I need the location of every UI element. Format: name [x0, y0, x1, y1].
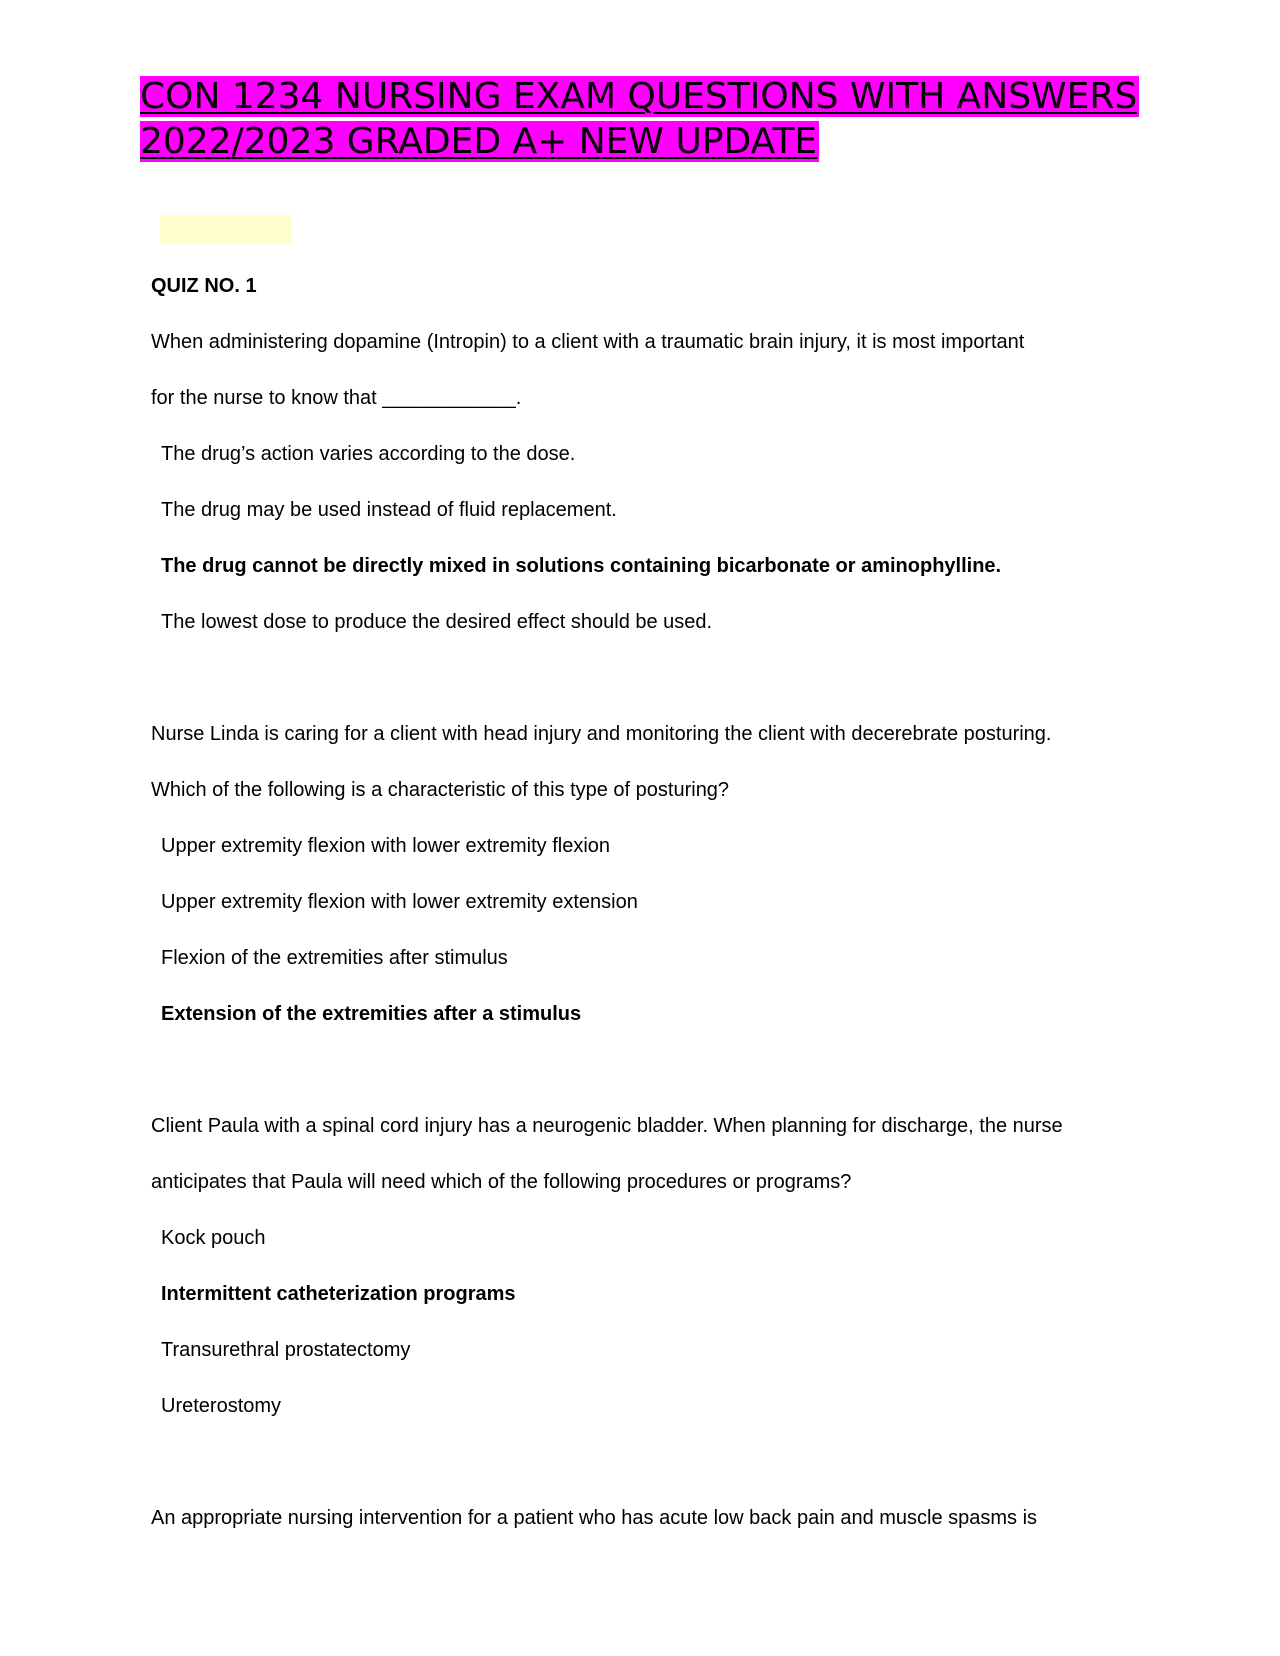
highlight-mark	[160, 215, 291, 243]
answer-option: The drug may be used instead of fluid replacement.	[161, 499, 617, 521]
answer-option: The drug’s action varies according to the dose.	[161, 443, 576, 465]
question-text-line: An appropriate nursing intervention for a patient who has acute low back pain and muscle spasms is	[151, 1507, 1038, 1529]
answer-option: Ureterostomy	[161, 1395, 282, 1417]
question-4	[151, 1490, 1151, 1546]
quiz-label: QUIZ NO. 1	[151, 275, 257, 297]
correct-answer-option: Extension of the extremities after a stimulus	[161, 1003, 582, 1025]
question-text-line: for the nurse to know that ____________.	[151, 387, 522, 409]
question-1	[151, 314, 1151, 650]
correct-answer-option: Intermittent catheterization programs	[161, 1283, 516, 1305]
question-2	[151, 706, 1151, 1042]
question-text-line: Nurse Linda is caring for a client with head injury and monitoring the client with decerebrate posturing.	[151, 723, 1052, 745]
question-text-line: When administering dopamine (Intropin) to a client with a traumatic brain injury, it is most important	[151, 331, 1025, 353]
correct-answer-option: The drug cannot be directly mixed in solutions containing bicarbonate or aminophylline.	[161, 555, 1002, 577]
document-title	[140, 74, 1140, 164]
answer-option: Upper extremity flexion with lower extremity flexion	[161, 835, 611, 857]
quiz-content	[151, 258, 1151, 1546]
answer-option: Transurethral prostatectomy	[161, 1339, 411, 1361]
question-text-line: Which of the following is a characteristic of this type of posturing?	[151, 779, 730, 801]
question-3	[151, 1098, 1151, 1434]
spacer	[151, 1042, 1151, 1098]
answer-option: Kock pouch	[161, 1227, 266, 1249]
spacer	[151, 650, 1151, 706]
question-text-line: Client Paula with a spinal cord injury has a neurogenic bladder. When planning for discharge, the nurse	[151, 1115, 1063, 1137]
answer-option: The lowest dose to produce the desired effect should be used.	[161, 611, 713, 633]
document-title-text: CON 1234 NURSING EXAM QUESTIONS WITH ANSWERS 2022/2023 GRADED A+ NEW UPDATE	[140, 76, 1138, 162]
answer-option: Flexion of the extremities after stimulus	[161, 947, 508, 969]
spacer	[151, 1434, 1151, 1490]
question-text-line: anticipates that Paula will need which of the following procedures or programs?	[151, 1171, 852, 1193]
answer-option: Upper extremity flexion with lower extremity extension	[161, 891, 638, 913]
